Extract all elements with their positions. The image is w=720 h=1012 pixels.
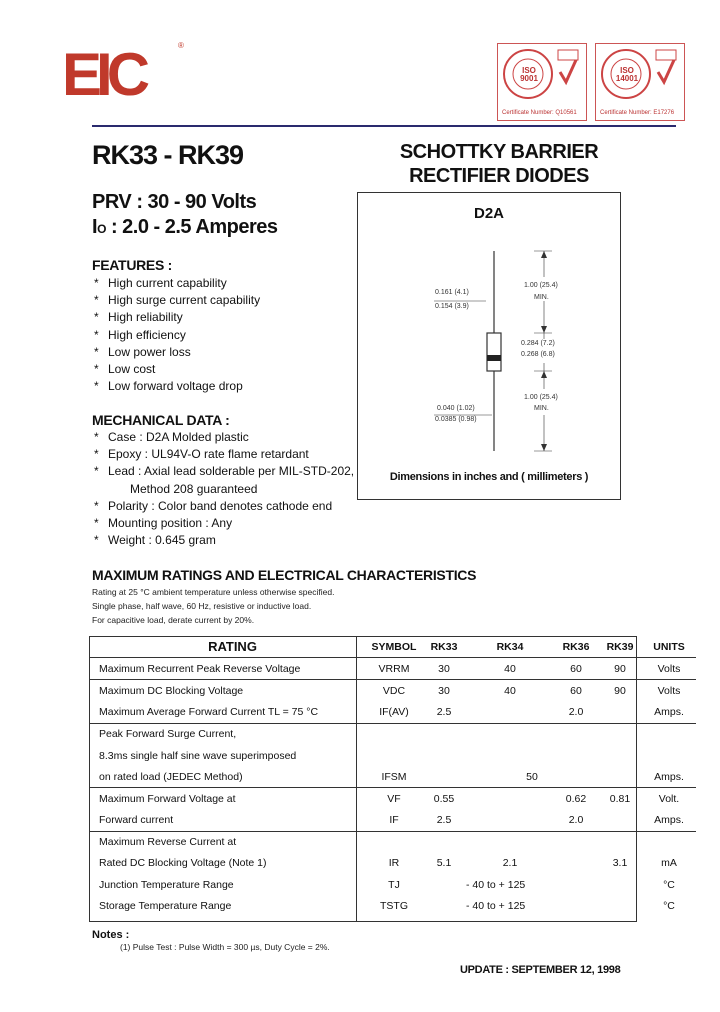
header-symbol: SYMBOL bbox=[366, 636, 422, 658]
ratings-title: MAXIMUM RATINGS AND ELECTRICAL CHARACTERISTICS bbox=[92, 567, 477, 583]
table-row: on rated load (JEDEC Method) IFSM 50 Amps. bbox=[89, 766, 696, 788]
list-item: * High reliability bbox=[94, 310, 183, 325]
prv-rating: PRV : 30 - 90 Volts bbox=[92, 191, 257, 213]
list-item: * Low cost bbox=[94, 362, 156, 377]
condition-line: Single phase, half wave, 60 Hz, resistive or inductive load. bbox=[92, 601, 312, 611]
mechanical-list bbox=[94, 429, 354, 549]
io-prefix: I bbox=[92, 216, 98, 238]
diode-outline-drawing bbox=[358, 193, 620, 499]
table-row: Maximum Recurrent Peak Reverse Voltage VRRM 30 40 60 90 Volts bbox=[89, 658, 696, 680]
top-lead-min: MIN. bbox=[534, 294, 549, 301]
table-row: Rated DC Blocking Voltage (Note 1) IR 5.1 2.1 3.1 mA bbox=[99, 857, 677, 870]
header-rk34: RK34 bbox=[466, 636, 554, 658]
device-type bbox=[388, 140, 610, 188]
header-rk39: RK39 bbox=[598, 636, 642, 658]
list-item: * High current capability bbox=[94, 276, 227, 290]
table-row: Maximum DC Blocking Voltage VDC 30 40 60 90 Volts bbox=[99, 684, 681, 697]
io-rest: : 2.0 - 2.5 Amperes bbox=[105, 216, 278, 238]
condition-line: For capacitive load, derate current by 20%. bbox=[92, 615, 255, 625]
device-type-line2: RECTIFIER DIODES bbox=[409, 165, 589, 187]
table-row: Peak Forward Surge Current, bbox=[99, 728, 237, 741]
list-item: * Weight : 0.645 gram bbox=[94, 533, 216, 548]
body-length-max: 0.284 (7.2) bbox=[521, 340, 555, 347]
header-units: UNITS bbox=[642, 636, 696, 658]
body-length-min: 0.268 (6.8) bbox=[521, 351, 555, 358]
condition-line: Rating at 25 °C ambient temperature unless otherwise specified. bbox=[92, 587, 335, 597]
package-name: D2A bbox=[473, 205, 504, 222]
list-item: * High efficiency bbox=[94, 327, 186, 342]
header-rk33: RK33 bbox=[422, 636, 466, 658]
top-lead-length: 1.00 (25.4) bbox=[524, 282, 558, 289]
list-item: * Case : D2A Molded plastic bbox=[94, 430, 249, 444]
company-logo: EIC bbox=[62, 41, 145, 108]
header-rk36: RK36 bbox=[554, 636, 598, 658]
iso9001-label: ISO 9001 bbox=[520, 66, 538, 83]
ratings-table bbox=[89, 636, 696, 916]
wire-dia-min: 0.0385 (0.98) bbox=[435, 416, 477, 423]
list-item: * Lead : Axial lead solderable per MIL-STD-202, bbox=[94, 464, 355, 479]
table-row: Forward current IF 2.5 2.0 Amps. bbox=[89, 810, 696, 832]
list-item: * Low forward voltage drop bbox=[94, 379, 243, 394]
table-row: 8.3ms single half sine wave superimposed bbox=[99, 749, 297, 762]
pulse-test-note: (1) Pulse Test : Pulse Width = 300 µs, Duty Cycle = 2%. bbox=[120, 942, 330, 952]
list-item: Method 208 guaranteed bbox=[130, 481, 258, 496]
wire-dia-max: 0.040 (1.02) bbox=[437, 405, 475, 412]
ratings-conditions bbox=[92, 585, 334, 627]
bottom-lead-length: 1.00 (25.4) bbox=[524, 394, 558, 401]
iso14001-certificate bbox=[595, 43, 685, 121]
registered-mark: ® bbox=[178, 41, 184, 50]
iso14001-cert-number: Certificate Number: E17276 bbox=[600, 110, 675, 116]
table-row: Maximum Reverse Current at bbox=[99, 836, 237, 849]
dimensions-caption: Dimensions in inches and ( millimeters ) bbox=[389, 471, 589, 483]
features-list bbox=[94, 275, 260, 395]
list-item: * Epoxy : UL94V-O rate flame retardant bbox=[94, 447, 309, 462]
table-row: Maximum Average Forward Current TL = 75 °C IF(AV) 2.5 2.0 Amps. bbox=[89, 702, 696, 724]
notes-title: Notes : bbox=[92, 929, 130, 941]
io-rating bbox=[92, 216, 277, 239]
part-number-range: RK33 - RK39 bbox=[92, 140, 244, 170]
device-type-line1: SCHOTTKY BARRIER bbox=[399, 141, 599, 163]
lead-dia-max: 0.161 (4.1) bbox=[435, 289, 469, 296]
list-item: * Polarity : Color band denotes cathode end bbox=[94, 498, 333, 513]
table-row: Storage Temperature Range TSTG - 40 to + 125 °C bbox=[99, 899, 675, 912]
bottom-lead-min: MIN. bbox=[534, 405, 549, 412]
table-row: Junction Temperature Range TJ - 40 to + 125 °C bbox=[99, 878, 675, 891]
iso9001-certificate bbox=[497, 43, 587, 121]
iso9001-cert-number: Certificate Number: Q10561 bbox=[502, 110, 577, 116]
iso14001-label: ISO 14001 bbox=[615, 66, 639, 83]
header-rating: RATING bbox=[89, 636, 366, 658]
package-diagram bbox=[357, 192, 621, 500]
lead-dia-min: 0.154 (3.9) bbox=[435, 303, 469, 310]
update-date: UPDATE : SEPTEMBER 12, 1998 bbox=[460, 964, 621, 976]
io-subscript: O bbox=[97, 222, 106, 236]
list-item: * Low power loss bbox=[94, 344, 191, 359]
header-rule bbox=[92, 125, 676, 127]
table-header-row bbox=[89, 636, 696, 658]
list-item: * Mounting position : Any bbox=[94, 516, 233, 531]
table-row: Maximum Forward Voltage at VF 0.55 0.62 0.81 Volt. bbox=[99, 792, 680, 805]
list-item: * High surge current capability bbox=[94, 293, 261, 308]
mechanical-title: MECHANICAL DATA : bbox=[92, 412, 230, 428]
features-title: FEATURES : bbox=[92, 257, 172, 273]
